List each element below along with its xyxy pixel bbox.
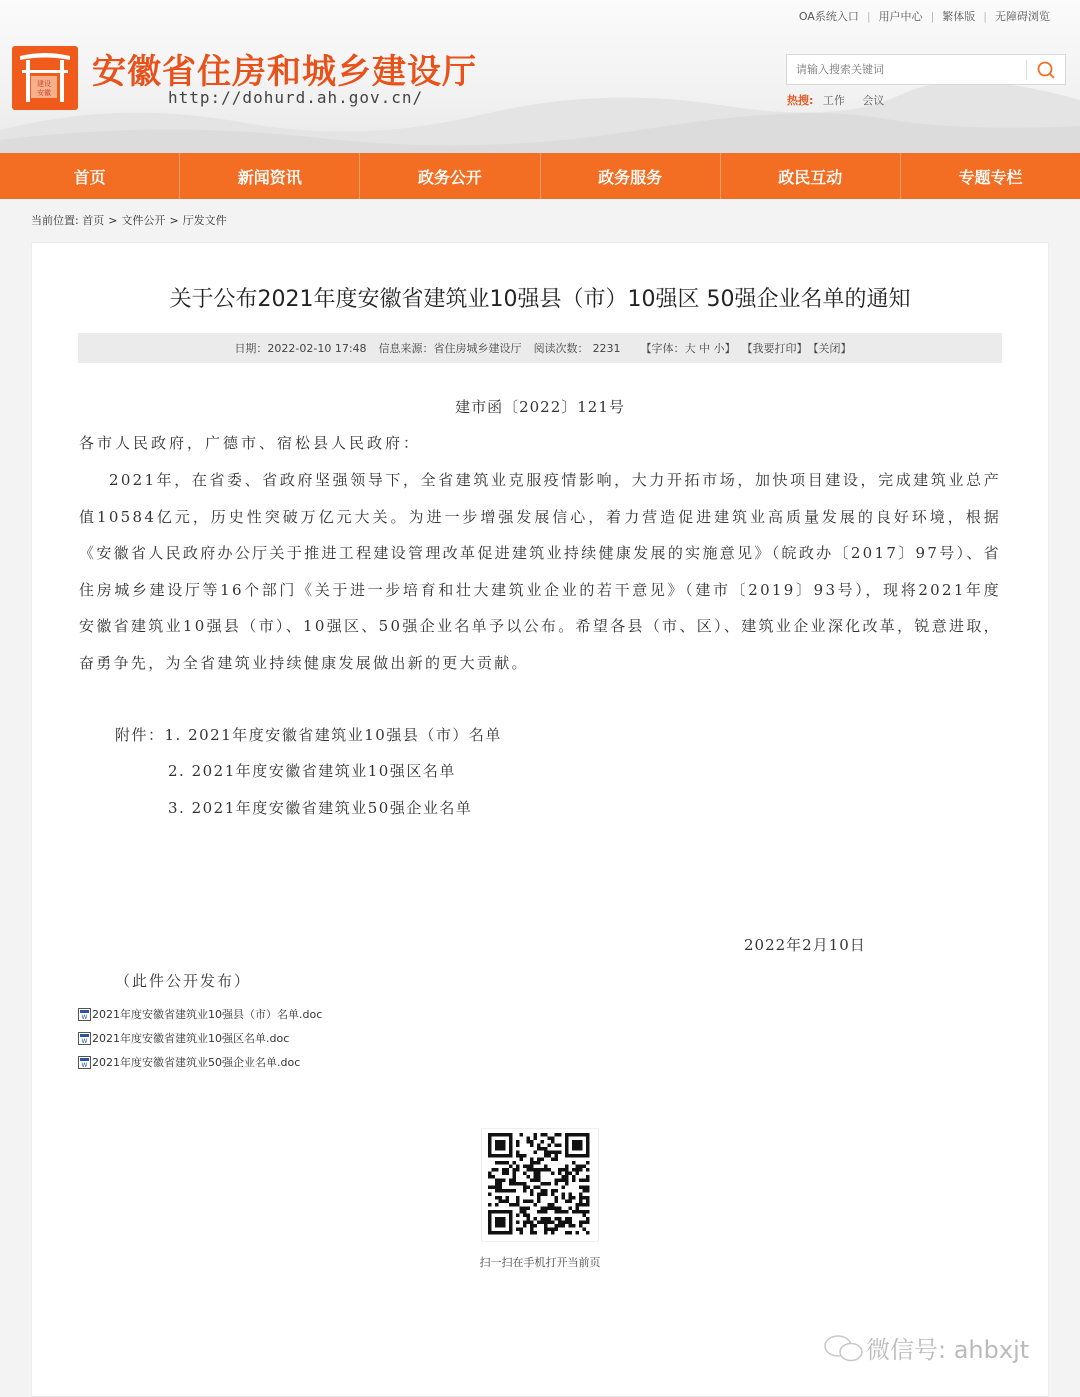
file-list bbox=[78, 1002, 322, 1074]
search-button[interactable] bbox=[1027, 55, 1065, 84]
hot-search-item[interactable]: 会议 bbox=[862, 94, 885, 107]
qr-caption: 扫一扫在手机打开当前页 bbox=[479, 1256, 601, 1269]
file-name: 2021年度安徽省建筑业10强区名单.doc bbox=[92, 1032, 290, 1045]
main-nav bbox=[0, 153, 1080, 199]
svg-text:W: W bbox=[81, 1061, 88, 1069]
font-size-large[interactable]: 大 bbox=[684, 342, 696, 355]
site-header bbox=[0, 0, 1080, 153]
file-link[interactable] bbox=[78, 1002, 322, 1026]
font-size-label: 【字体： bbox=[640, 342, 685, 355]
font-size-end: 】 bbox=[724, 342, 736, 355]
article-title: 关于公布2021年度安徽省建筑业10强县（市）10强区 50强企业名单的通知 bbox=[169, 287, 911, 312]
breadcrumb-department-documents[interactable]: 厅发文件 bbox=[182, 214, 227, 227]
breadcrumb-separator: > bbox=[169, 214, 179, 227]
signature-date: 2022年2月10日 bbox=[744, 936, 866, 954]
view-count-value: 2231 bbox=[592, 342, 621, 355]
view-count bbox=[534, 340, 621, 356]
separator: | bbox=[983, 9, 987, 23]
breadcrumb-home[interactable]: 首页 bbox=[82, 214, 105, 227]
salutation: 各市人民政府，广德市、宿松县人民政府： bbox=[79, 434, 422, 452]
separator: | bbox=[866, 9, 871, 23]
file-name: 2021年度安徽省建筑业50强企业名单.doc bbox=[92, 1056, 301, 1069]
nav-item-government-services[interactable]: 政务服务 bbox=[541, 153, 721, 199]
file-link[interactable] bbox=[78, 1050, 322, 1074]
breadcrumb-label: 当前位置: bbox=[31, 214, 79, 227]
nav-item-interaction[interactable]: 政民互动 bbox=[721, 153, 901, 199]
print-button[interactable]: 【我要打印】 bbox=[741, 342, 808, 355]
font-size-medium[interactable]: 中 bbox=[699, 342, 711, 355]
hot-search-label: 热搜: bbox=[787, 94, 814, 107]
nav-item-special-topics[interactable]: 专题专栏 bbox=[958, 167, 1023, 187]
search-box bbox=[786, 54, 1066, 85]
traditional-chinese-link[interactable]: 繁体版 bbox=[942, 10, 976, 23]
watermark-text: 微信号: ahbxjt bbox=[866, 1336, 1030, 1364]
word-doc-icon bbox=[78, 1008, 91, 1021]
close-button[interactable]: 【关闭】 bbox=[807, 342, 852, 355]
word-doc-icon bbox=[78, 1032, 91, 1045]
nav-item-news[interactable]: 新闻资讯 bbox=[180, 153, 360, 199]
qr-code bbox=[481, 1128, 599, 1242]
wechat-icon bbox=[822, 1333, 866, 1363]
file-name: 2021年度安徽省建筑业10强县（市）名单.doc bbox=[92, 1008, 323, 1021]
search-icon bbox=[1036, 60, 1056, 80]
accessibility-link[interactable]: 无障碍浏览 bbox=[995, 10, 1050, 23]
nav-item-government-affairs[interactable]: 政务公开 bbox=[360, 153, 540, 199]
breadcrumb-separator: > bbox=[108, 214, 118, 227]
info-source: 信息来源：省住房城乡建设厅 bbox=[378, 342, 522, 355]
site-logo[interactable] bbox=[12, 46, 78, 110]
breadcrumb bbox=[31, 212, 227, 228]
file-link[interactable] bbox=[78, 1026, 322, 1050]
font-size-small[interactable]: 小 bbox=[713, 342, 725, 355]
word-doc-icon bbox=[78, 1056, 91, 1069]
search-input[interactable] bbox=[787, 55, 1026, 84]
logo-emblem-icon bbox=[12, 46, 78, 110]
breadcrumb-file-disclosure[interactable]: 文件公开 bbox=[121, 214, 166, 227]
site-url: http://dohurd.ah.gov.cn/ bbox=[168, 88, 424, 107]
publish-date: 日期：2022-02-10 17:48 bbox=[234, 342, 367, 355]
separator: | bbox=[930, 9, 935, 23]
attachment-line: 2. 2021年度安徽省建筑业10强区名单 bbox=[168, 762, 456, 780]
user-center-link[interactable]: 用户中心 bbox=[878, 10, 923, 23]
svg-text:建设: 建设 bbox=[37, 80, 51, 88]
svg-text:安徽: 安徽 bbox=[37, 89, 51, 97]
hot-search-item[interactable]: 工作 bbox=[822, 94, 845, 107]
qr-code-image bbox=[482, 1129, 598, 1241]
font-size-switcher bbox=[641, 340, 736, 356]
svg-text:W: W bbox=[81, 1037, 88, 1045]
attachment-line: 附件：1. 2021年度安徽省建筑业10强县（市）名单 bbox=[115, 726, 502, 744]
oa-entry-link[interactable]: OA系统入口 bbox=[798, 10, 859, 23]
publish-note: （此件公开发布） bbox=[115, 972, 252, 990]
site-title[interactable]: 安徽省住房和城乡建设厅 bbox=[92, 52, 477, 92]
attachment-line: 3. 2021年度安徽省建筑业50强企业名单 bbox=[168, 799, 473, 817]
wechat-watermark bbox=[822, 1330, 1029, 1365]
hot-search bbox=[787, 92, 898, 108]
document-number: 建市函〔2022〕121号 bbox=[455, 398, 625, 416]
article-meta bbox=[78, 333, 1002, 363]
svg-text:W: W bbox=[81, 1013, 88, 1021]
nav-item-home[interactable]: 首页 bbox=[0, 153, 180, 199]
body-paragraph: 2021年，在省委、省政府坚强领导下，全省建筑业克服疫情影响，大力开拓市场，加快项目建设，完成建筑业总产值10584亿元，历史性突破万亿元大关。为进一步增强发展信心，着力营造促进建筑业高质量发展的良好环境，根据《安徽省人民政府办公厅关于推进工程建设管理改革促进建筑业持续健康发展的实施意见》（皖政办〔2017〕97号）、省住房城乡建设厅等16个部门《关于进一步培育和壮大建筑业企业的若干意见》（建市〔2019〕93号），现将2021年度安徽省建筑业10强县（市）、10强区、50强企业名单予以公布。希望各县（市、区）、建筑业企业深化改革，锐意进取，奋勇争先，为全省建筑业持续健康发展做出新的更大贡献。 bbox=[79, 471, 1001, 672]
top-links bbox=[791, 8, 1058, 24]
view-count-label: 阅读次数： bbox=[533, 342, 589, 355]
